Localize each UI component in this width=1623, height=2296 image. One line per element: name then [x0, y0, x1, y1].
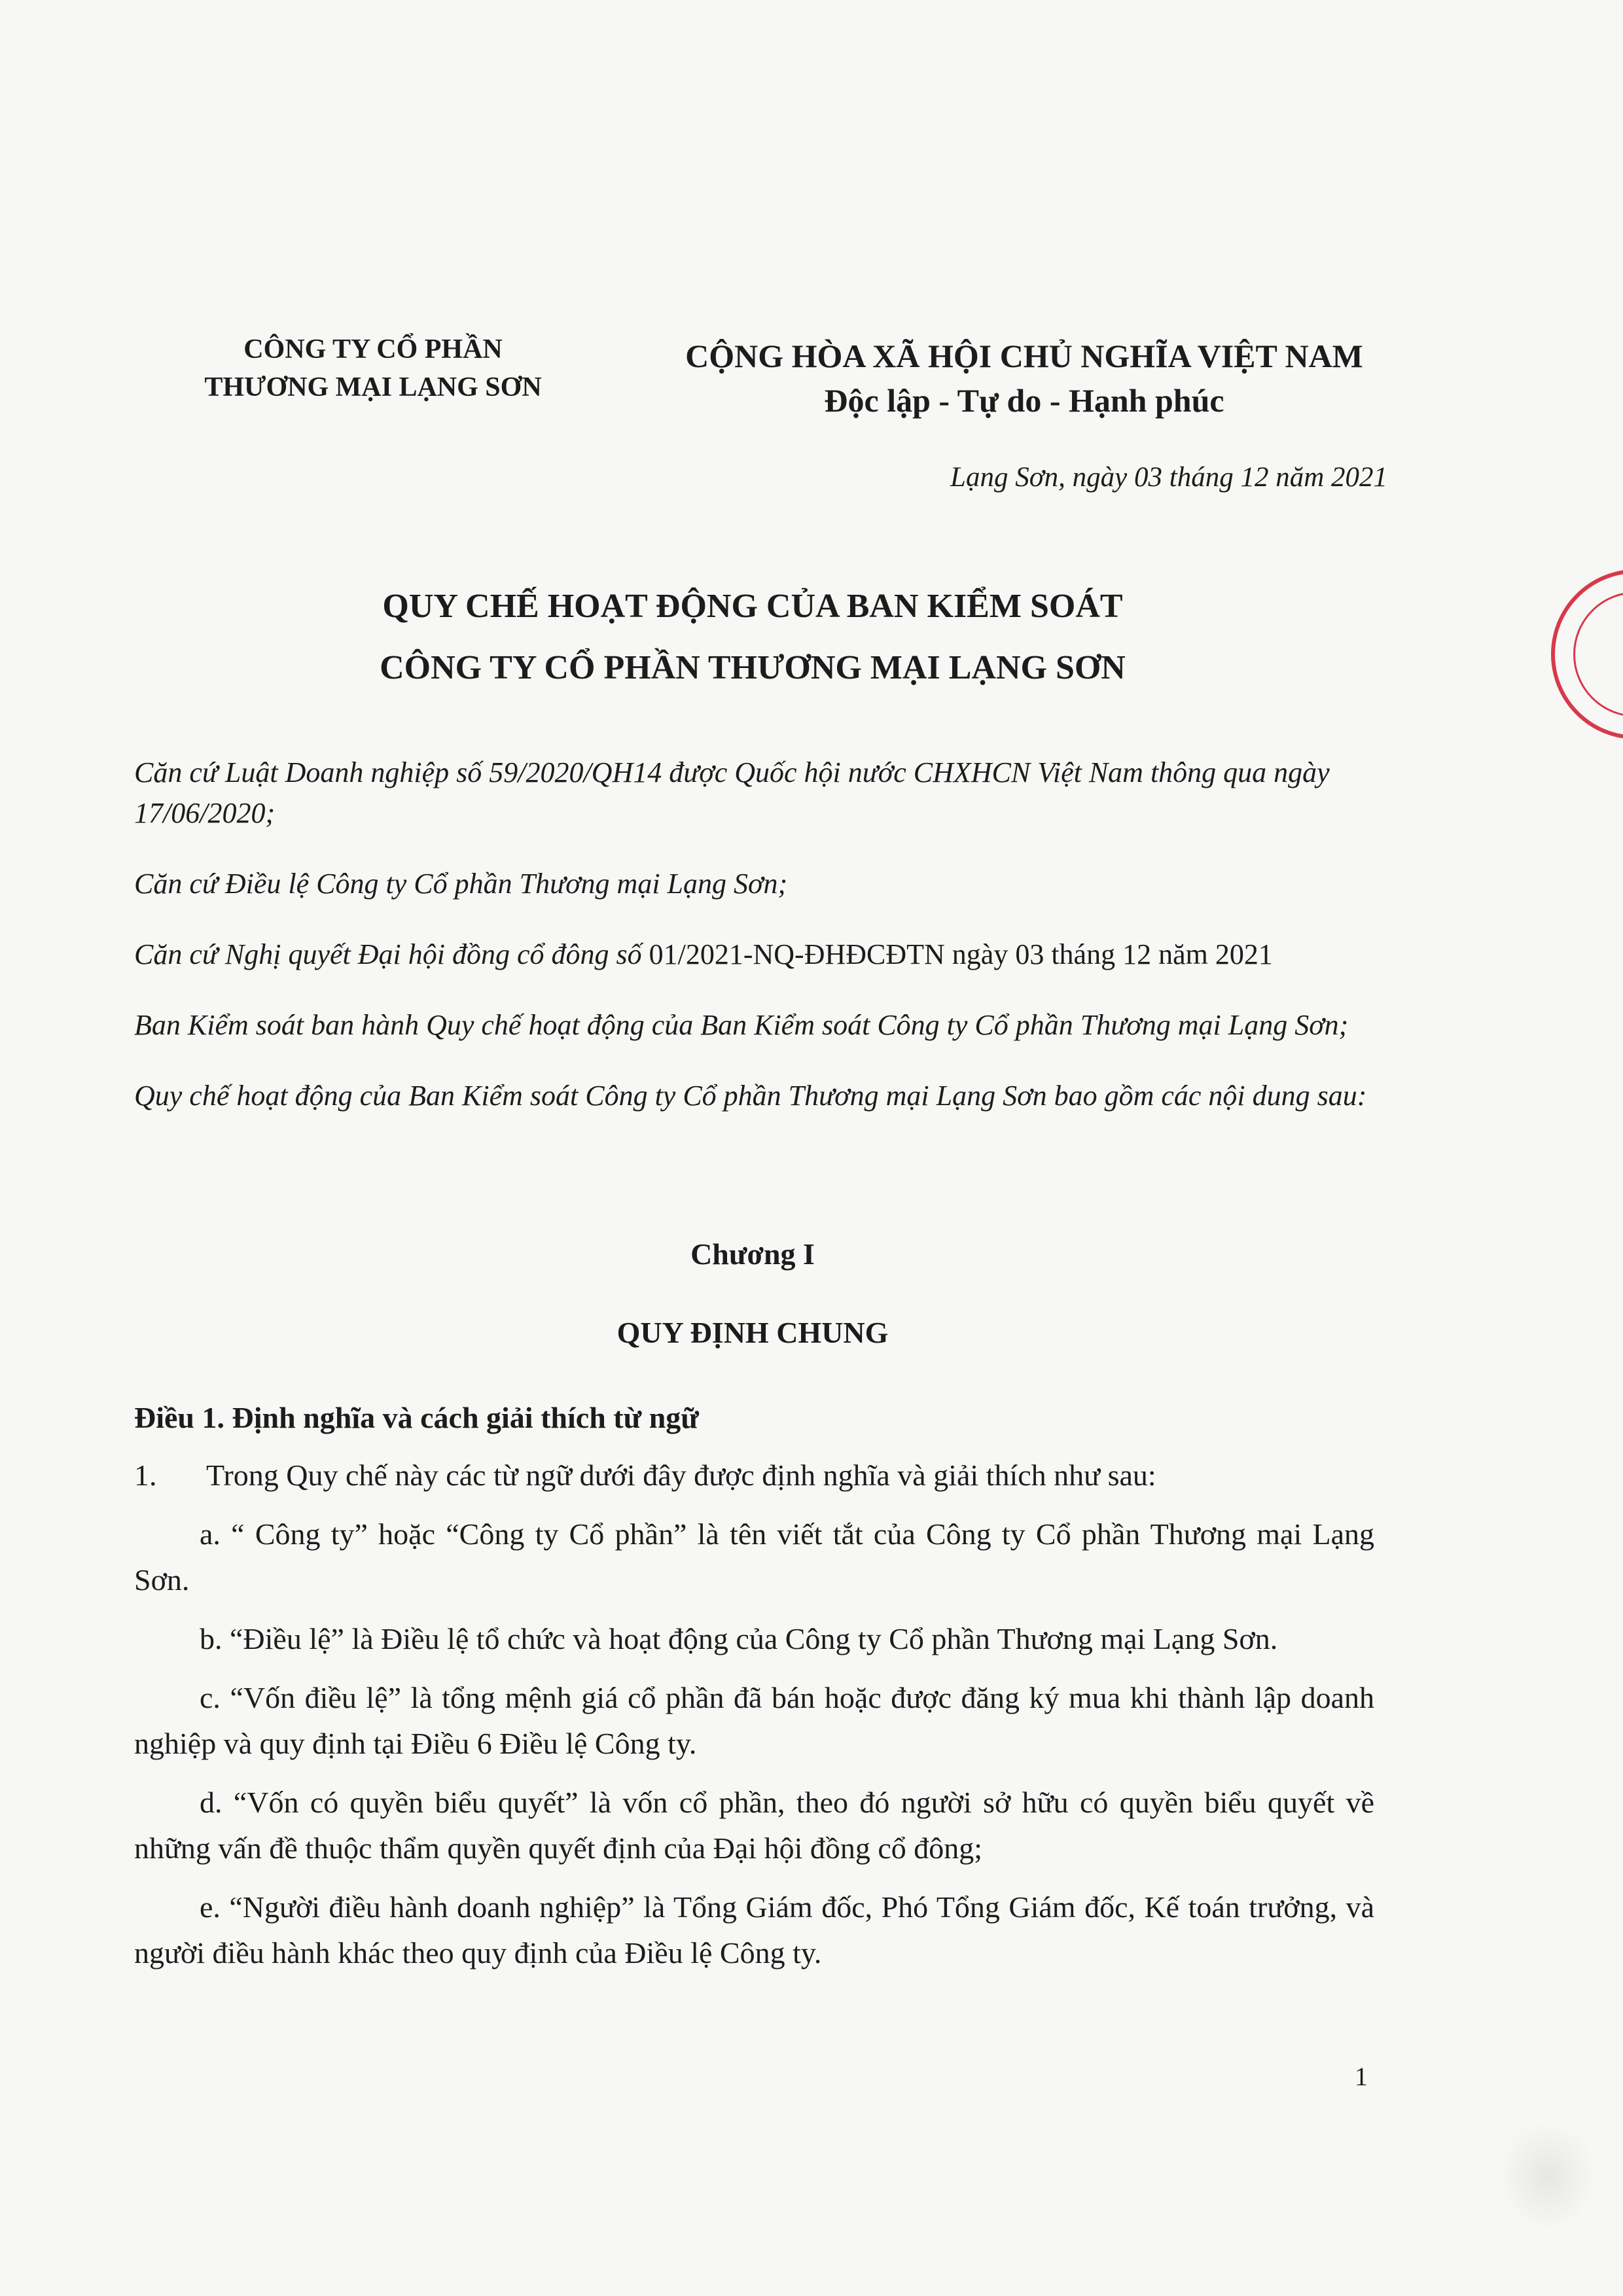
definition-item-a: a. “ Công ty” hoặc “Công ty Cổ phần” là tên viết tắt của Công ty Cổ phần Thương mại Lạng Sơn. [134, 1517, 1374, 1597]
page-number: 1 [1355, 2062, 1368, 2091]
definition-item-b: b. “Điều lệ” là Điều lệ tổ chức và hoạt động của Công ty Cổ phần Thương mại Lạng Sơn. [200, 1622, 1278, 1655]
preamble-resolution-basis [134, 934, 1384, 975]
article-1-body [134, 1453, 1374, 1989]
document-date: Lạng Sơn, ngày 03 tháng 12 năm 2021 [950, 462, 1387, 493]
preamble-scope: Quy chế hoạt động của Ban Kiểm soát Công ty Cổ phần Thương mại Lạng Sơn bao gồm các nội dung sau: [134, 1080, 1367, 1112]
chapter-name: QUY ĐỊNH CHUNG [616, 1316, 889, 1349]
red-seal-stamp [1551, 569, 1623, 739]
definition-item-e: e. “Người điều hành doanh nghiệp” là Tổng Giám đốc, Phó Tổng Giám đốc, Kế toán trưởng, và người điều hành khác theo quy định của Điều lệ Công ty. [134, 1890, 1374, 1969]
clause-number: 1. [134, 1458, 157, 1492]
preamble-charter-basis: Căn cứ Điều lệ Công ty Cổ phần Thương mại Lạng Sơn; [134, 868, 788, 900]
article-1-heading: Điều 1. Định nghĩa và cách giải thích từ ngữ [134, 1401, 699, 1434]
definition-item-c: c. “Vốn điều lệ” là tổng mệnh giá cổ phần đã bán hoặc được đăng ký mua khi thành lập doanh nghiệp và quy định tại Điều 6 Điều lệ Công ty. [134, 1681, 1374, 1760]
nation-motto: Độc lập - Tự do - Hạnh phúc [824, 382, 1224, 419]
title-line1: QUY CHẾ HOẠT ĐỘNG CỦA BAN KIỂM SOÁT [382, 588, 1123, 625]
national-header [648, 334, 1400, 423]
nation-title: CỘNG HÒA XÃ HỘI CHỦ NGHĨA VIỆT NAM [685, 338, 1363, 374]
company-name-line2: THƯƠNG MẠI LẠNG SƠN [204, 372, 542, 402]
resolution-basis-prefix: Căn cứ Nghị quyết Đại hội đồng cổ đông số [134, 938, 649, 970]
seal-inner-ring [1573, 592, 1623, 717]
preamble-issuance: Ban Kiểm soát ban hành Quy chế hoạt động của Ban Kiểm soát Công ty Cổ phần Thương mại Lạng Sơn; [134, 1009, 1349, 1041]
resolution-number-date: 01/2021-NQ-ĐHĐCĐTN ngày 03 tháng 12 năm 2021 [649, 938, 1273, 970]
paper-smudge [1499, 2120, 1597, 2231]
preamble [134, 752, 1384, 1146]
chapter-label: Chương I [690, 1237, 815, 1271]
definition-item-d: d. “Vốn có quyền biểu quyết” là vốn cổ phần, theo đó người sở hữu có quyền biểu quyết về những vấn đề thuộc thẩm quyền quyết định của Đại hội đồng cổ đông; [134, 1786, 1374, 1865]
company-header [151, 330, 596, 406]
document-title [262, 576, 1243, 699]
clause-text: Trong Quy chế này các từ ngữ dưới đây được định nghĩa và giải thích như sau: [206, 1458, 1156, 1492]
preamble-law-basis: Căn cứ Luật Doanh nghiệp số 59/2020/QH14 được Quốc hội nước CHXHCN Việt Nam thông qua ngày 17/06/2020; [134, 756, 1330, 829]
clause-1 [134, 1453, 1374, 1498]
title-line2: CÔNG TY CỔ PHẦN THƯƠNG MẠI LẠNG SƠN [380, 649, 1126, 686]
company-name-line1: CÔNG TY CỔ PHẦN [243, 334, 503, 364]
